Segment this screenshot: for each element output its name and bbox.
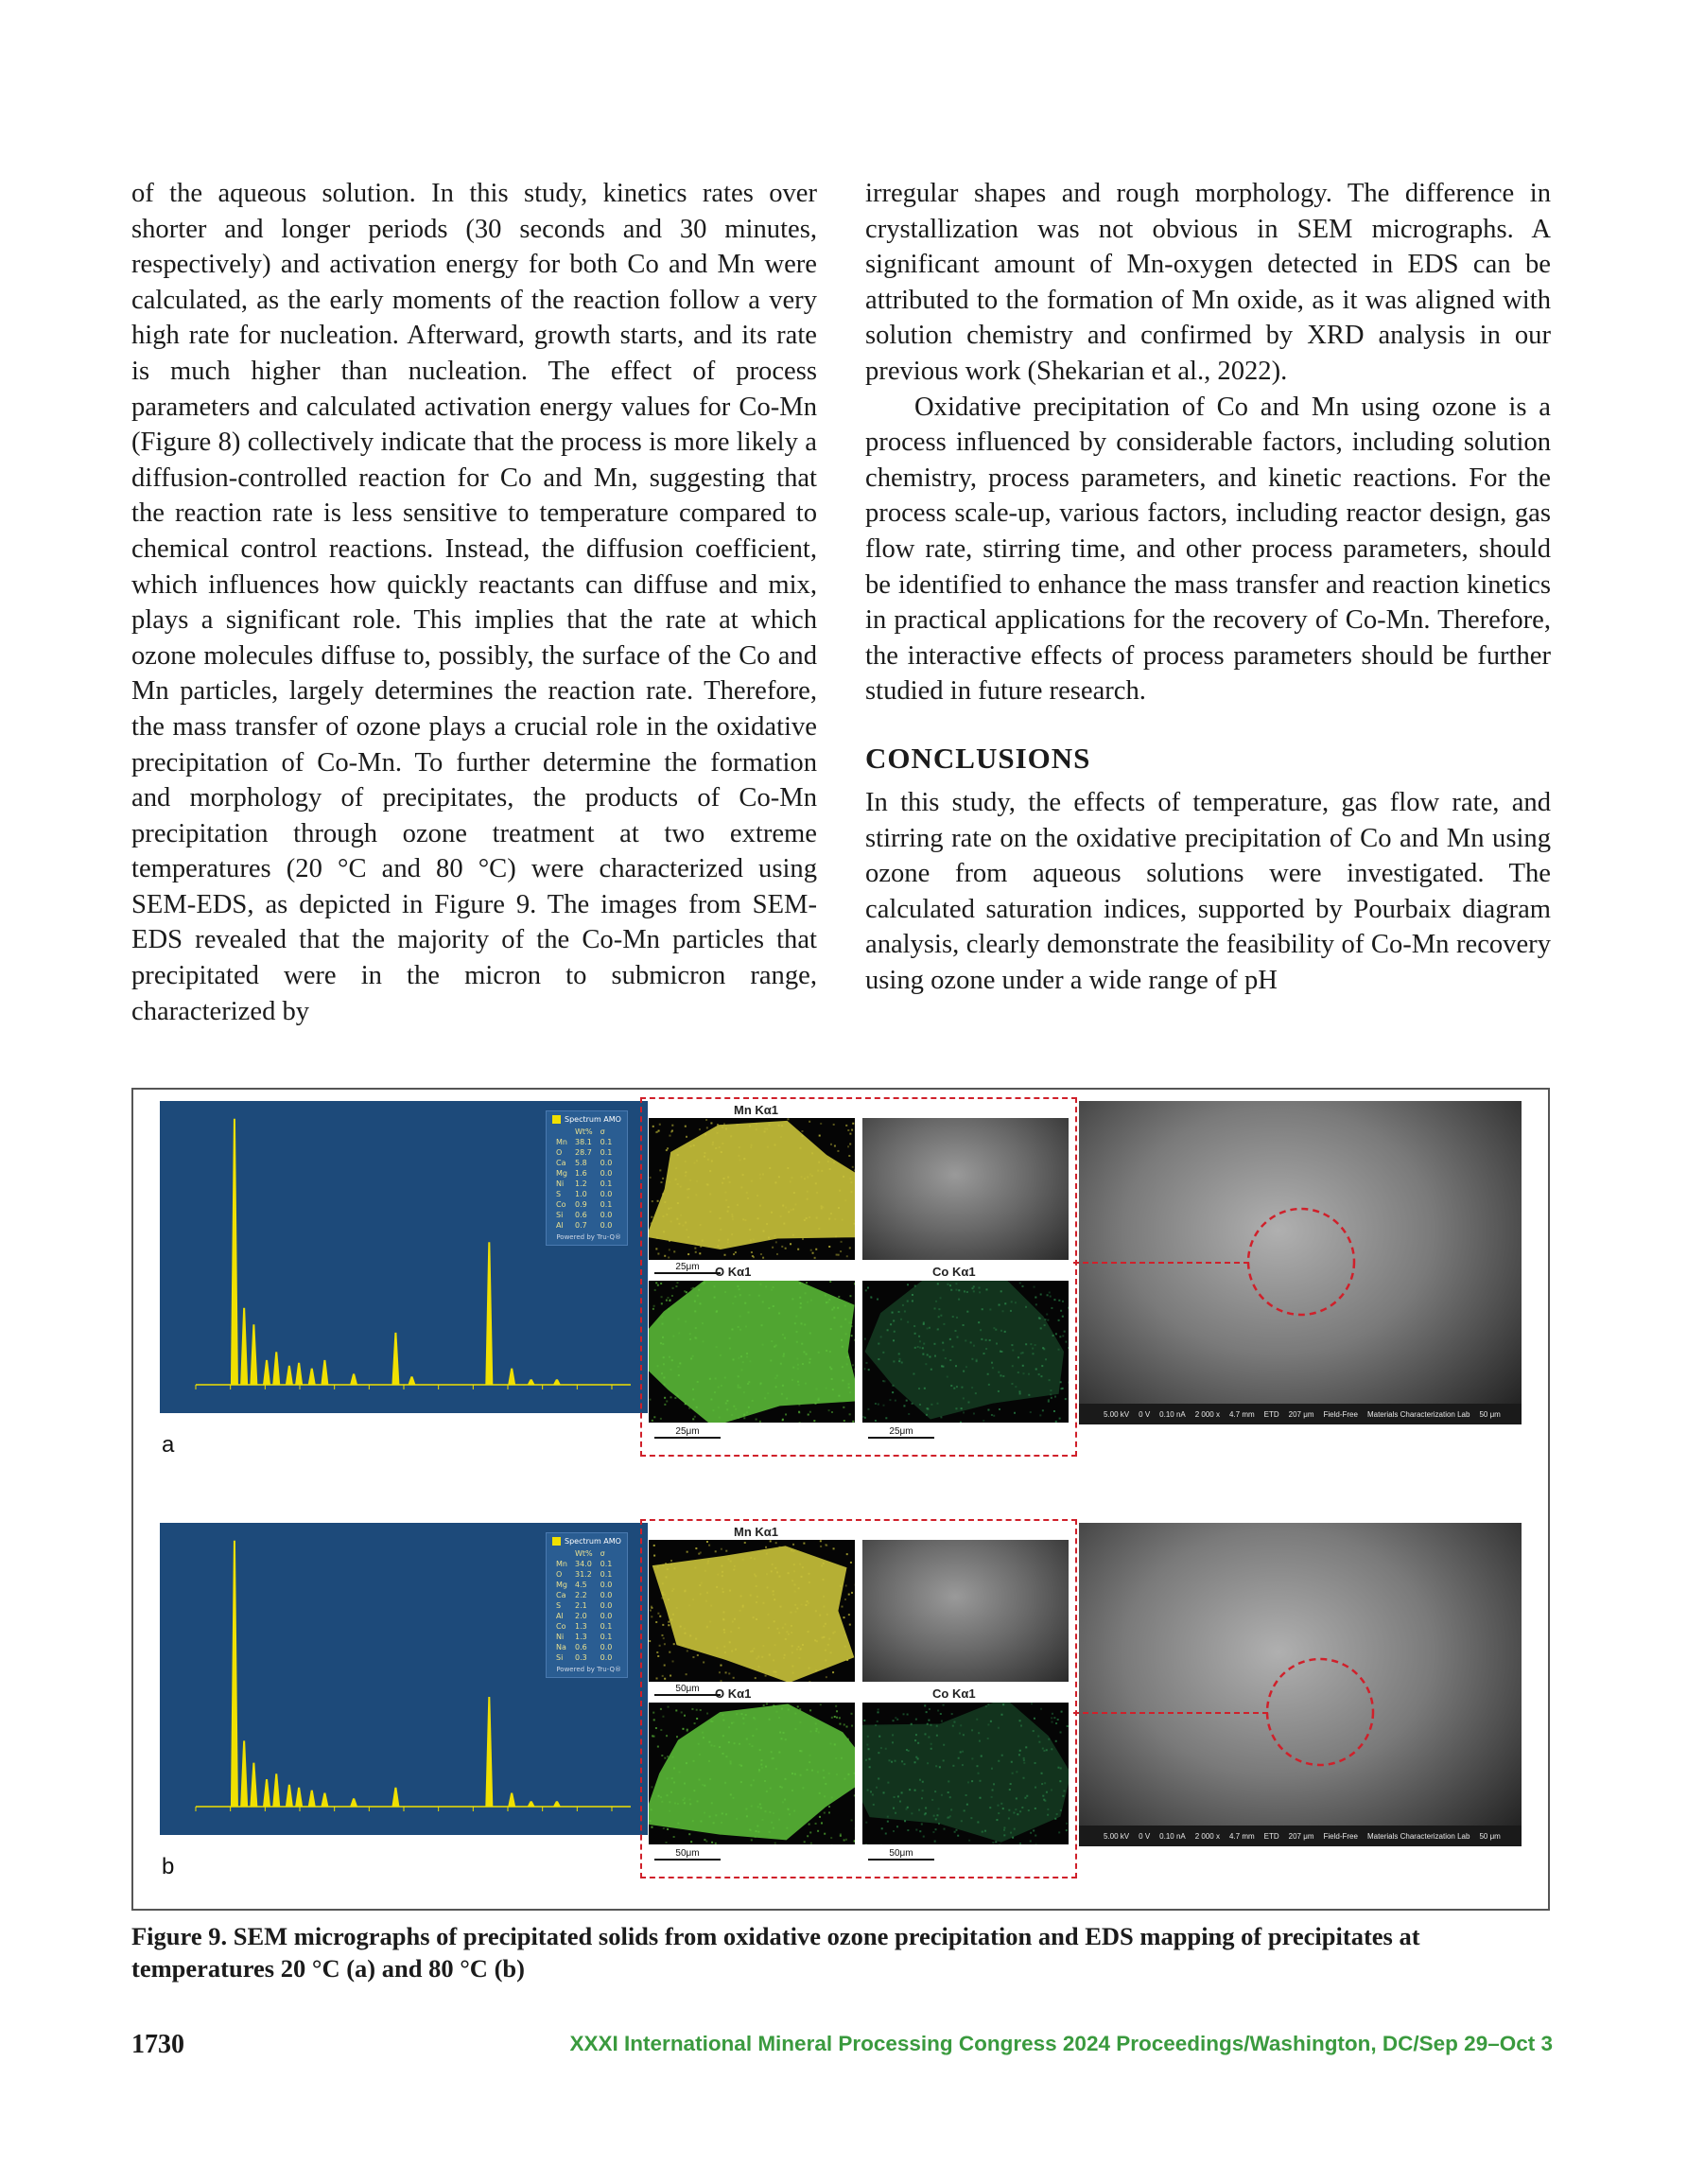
composition-cell: 0.0	[600, 1159, 613, 1167]
composition-cell: Mn	[556, 1560, 567, 1568]
composition-cell: Ni	[556, 1633, 565, 1641]
spectrum-peak	[528, 1801, 535, 1807]
co-map-tile	[862, 1703, 1069, 1844]
composition-table	[552, 1548, 616, 1663]
scale-bar: 50μm	[654, 1684, 721, 1696]
spectrum-peak	[308, 1369, 316, 1385]
composition-row	[552, 1632, 616, 1642]
composition-cell: Na	[556, 1643, 566, 1651]
composition-cell: 2.0	[574, 1612, 587, 1620]
composition-cell: 0.0	[600, 1643, 613, 1651]
spectrum-peak	[308, 1791, 316, 1807]
spectrum-peak	[250, 1324, 257, 1385]
composition-cell: 31.2	[574, 1570, 592, 1579]
sem-map-tile	[862, 1118, 1069, 1260]
composition-cell: 0.1	[600, 1138, 613, 1146]
composition-row	[552, 1189, 616, 1199]
spectrum-peak	[321, 1793, 328, 1808]
spectrum-peak	[391, 1333, 399, 1385]
spectrum-peak	[508, 1369, 515, 1385]
sem-info-value: 207 μm	[1288, 1409, 1314, 1419]
sem-info-value: ETD	[1263, 1831, 1279, 1841]
composition-row	[552, 1621, 616, 1632]
legend-title: Spectrum AMO	[565, 1537, 621, 1546]
composition-cell: 0.6	[574, 1643, 587, 1651]
spectrum-legend	[546, 1110, 628, 1246]
composition-row	[552, 1559, 616, 1569]
composition-cell: σ	[600, 1127, 605, 1136]
composition-cell: Ca	[556, 1591, 566, 1599]
mn-map-tile	[649, 1540, 855, 1682]
map-label: Co Kα1	[932, 1686, 976, 1701]
composition-row	[552, 1199, 616, 1210]
composition-cell: O	[556, 1148, 563, 1157]
connector-line	[1073, 1262, 1249, 1264]
composition-cell: Ca	[556, 1159, 566, 1167]
spectrum-legend	[546, 1532, 628, 1678]
sem-map-tile	[862, 1540, 1069, 1682]
spectrum-peak	[272, 1773, 280, 1807]
composition-cell: 1.3	[574, 1633, 587, 1641]
composition-cell: 0.0	[600, 1221, 613, 1230]
spectrum-peak	[263, 1779, 270, 1807]
composition-cell: 0.0	[600, 1581, 613, 1589]
composition-cell: Wt%	[574, 1549, 593, 1558]
composition-row	[552, 1580, 616, 1590]
panel-letter: a	[162, 1432, 175, 1458]
co-map-tile	[862, 1281, 1069, 1423]
spectrum-peak	[485, 1242, 493, 1385]
composition-row	[552, 1611, 616, 1621]
composition-cell: Si	[556, 1211, 564, 1219]
scale-bar: 25μm	[868, 1426, 934, 1439]
composition-cell: 2.1	[574, 1601, 587, 1610]
legend-swatch	[552, 1115, 561, 1124]
composition-cell: 0.0	[600, 1612, 613, 1620]
spectrum-peak	[272, 1352, 280, 1385]
composition-cell: S	[556, 1601, 562, 1610]
composition-cell: Co	[556, 1622, 566, 1631]
composition-cell: 0.1	[600, 1622, 613, 1631]
composition-cell: Mg	[556, 1581, 567, 1589]
composition-row	[552, 1127, 616, 1137]
composition-cell: Al	[556, 1221, 564, 1230]
composition-row	[552, 1137, 616, 1147]
composition-cell: 0.1	[600, 1633, 613, 1641]
body-paragraph: of the aqueous solution. In this study, kinetics rates over shorter and longer periods (30 seconds and 30 minutes, respectively) and activation energy for both Co and Mn were calculated, as the early moments of the reaction follow a very high rate for nucleation. Afterward, growth starts, and its rate is much higher than nucleation. The effect of process parameters and calculated activation energy values for Co-Mn (Figure 8) collectively indicate that the process is more likely a diffusion-controlled reaction for Co and Mn, suggesting that the reaction rate is less sensitive to temperature compared to chemical control reactions. Instead, the diffusion coefficient, which influences how quickly reactants can diffuse and mix, plays a significant role. This implies that the rate at which ozone molecules diffuse to, possibly, the surface of the Co and Mn particles, largely determines the reaction rate. Therefore, the mass transfer of ozone plays a crucial role in the oxidative precipitation of Co-Mn. To further determine the formation and morphology of precipitates, the products of Co-Mn precipitation through ozone treatment at two extreme temperatures (20 °C and 80 °C) were characterized using SEM-EDS, as depicted in Figure 9. The images from SEM-EDS revealed that the majority of the Co-Mn particles that precipitated were in the micron to submicron range, characterized by	[131, 179, 817, 1026]
composition-row	[552, 1569, 616, 1580]
composition-cell: S	[556, 1190, 562, 1198]
page-number: 1730	[131, 2030, 184, 2059]
composition-row	[552, 1168, 616, 1179]
composition-cell: 1.0	[574, 1190, 587, 1198]
sem-info-value: 50 μm	[1479, 1831, 1501, 1841]
composition-cell: Al	[556, 1612, 564, 1620]
sem-info-value: 0.10 nA	[1159, 1409, 1186, 1419]
spectrum-peak	[240, 1740, 248, 1807]
body-paragraph: irregular shapes and rough morphology. The difference in crystallization was not obvious in SEM micrographs. A significant amount of Mn-oxygen detected in EDS can be attributed to the formation of Mn oxide, as it was aligned with solution chemistry and confirmed by XRD analysis in our previous work (Shekarian et al., 2022).	[865, 179, 1551, 386]
sem-info-value: ETD	[1263, 1409, 1279, 1419]
composition-row	[552, 1652, 616, 1663]
composition-cell: 0.0	[600, 1591, 613, 1599]
composition-cell: 0.3	[574, 1653, 587, 1662]
eds-spectrum	[160, 1523, 648, 1835]
scale-bar: 25μm	[654, 1262, 721, 1274]
section-heading: CONCLUSIONS	[865, 741, 1091, 775]
mn-map-tile	[649, 1118, 855, 1260]
spectrum-peak	[250, 1763, 257, 1807]
composition-row	[552, 1600, 616, 1611]
composition-cell: 0.1	[600, 1570, 613, 1579]
sem-info-value: 0.10 nA	[1159, 1831, 1186, 1841]
composition-cell: σ	[600, 1549, 605, 1558]
legend-swatch	[552, 1537, 561, 1546]
spectrum-peak	[408, 1376, 415, 1385]
sem-info-value: 0 V	[1139, 1831, 1151, 1841]
sem-micrograph	[1079, 1523, 1522, 1846]
figure-9	[131, 1088, 1550, 1911]
composition-row	[552, 1147, 616, 1158]
composition-cell: 0.1	[600, 1179, 613, 1188]
composition-cell: 0.0	[600, 1601, 613, 1610]
scale-bar: 50μm	[868, 1848, 934, 1861]
o-map-tile	[649, 1703, 855, 1844]
composition-cell: 0.0	[600, 1169, 613, 1178]
sem-info-value: 4.7 mm	[1228, 1831, 1255, 1841]
spectrum-peak	[508, 1793, 515, 1808]
map-label: Co Kα1	[932, 1265, 976, 1279]
spectrum-peak	[231, 1119, 238, 1385]
region-circle	[1267, 1659, 1373, 1765]
legend-header	[552, 1537, 621, 1546]
spectrum-peak	[286, 1785, 293, 1807]
sem-info-value: 207 μm	[1288, 1831, 1314, 1841]
spectrum-peak	[553, 1801, 561, 1807]
composition-cell: 0.1	[600, 1200, 613, 1209]
panel-letter: b	[162, 1854, 175, 1879]
sem-info-value: Materials Characterization Lab	[1366, 1409, 1470, 1419]
legend-header	[552, 1115, 621, 1124]
right-column	[865, 176, 1551, 998]
legend-title: Spectrum AMO	[565, 1115, 621, 1124]
connector-line	[1073, 1712, 1268, 1714]
figure-caption: Figure 9. SEM micrographs of precipitated solids from oxidative ozone precipitation and EDS mapping of precipitates at temperatures 20 °C (a) and 80 °C (b)	[131, 1922, 1420, 1983]
composition-cell: Mn	[556, 1138, 567, 1146]
eds-spectrum	[160, 1101, 648, 1413]
composition-cell: 0.7	[574, 1221, 587, 1230]
composition-row	[552, 1642, 616, 1652]
map-label: Mn Kα1	[734, 1103, 778, 1117]
sem-info-value: Materials Characterization Lab	[1366, 1831, 1470, 1841]
composition-cell: 5.8	[574, 1159, 587, 1167]
sem-info-value: 5.00 kV	[1104, 1409, 1130, 1419]
spectrum-peak	[528, 1379, 535, 1385]
running-footer: XXXI International Mineral Processing Congress 2024 Proceedings/Washington, DC/Sep 29–Oct 3	[569, 2032, 1553, 2055]
spectrum-peak	[240, 1308, 248, 1385]
composition-row	[552, 1158, 616, 1168]
sem-info-value: 2 000 x	[1194, 1409, 1220, 1419]
sem-info-value: 2 000 x	[1194, 1831, 1220, 1841]
composition-cell: 34.0	[574, 1560, 592, 1568]
spectrum-peak	[350, 1373, 357, 1385]
composition-table	[552, 1127, 616, 1231]
composition-cell: 1.6	[574, 1169, 587, 1178]
composition-cell: 0.1	[600, 1560, 613, 1568]
composition-row	[552, 1179, 616, 1189]
composition-cell: Mg	[556, 1169, 567, 1178]
spectrum-peak	[286, 1366, 293, 1385]
sem-info-value: 0 V	[1139, 1409, 1151, 1419]
spectrum-peak	[321, 1360, 328, 1385]
composition-cell: 0.0	[600, 1653, 613, 1662]
composition-cell: 4.5	[574, 1581, 587, 1589]
composition-cell: Co	[556, 1200, 566, 1209]
map-label: Mn Kα1	[734, 1525, 778, 1539]
composition-cell: 2.2	[574, 1591, 587, 1599]
composition-row	[552, 1210, 616, 1220]
composition-cell: 0.0	[600, 1211, 613, 1219]
spectrum-peak	[231, 1541, 238, 1807]
composition-cell: Ni	[556, 1179, 565, 1188]
composition-cell: 28.7	[574, 1148, 592, 1157]
composition-cell: 0.0	[600, 1190, 613, 1198]
body-paragraph: Oxidative precipitation of Co and Mn using ozone is a process influenced by considerable factors, including solution chemistry, process parameters, and kinetic reactions. For the process scale-up, various factors, including reactor design, gas flow rate, stirring time, and other process parameters, should be identified to enhance the mass transfer and reaction kinetics in practical applications for the recovery of Co-Mn. Therefore, the interactive effects of process parameters should be further studied in future research.	[865, 392, 1551, 707]
spectrum-peak	[350, 1798, 357, 1807]
composition-row	[552, 1590, 616, 1600]
composition-cell: 38.1	[574, 1138, 592, 1146]
sem-info-bar	[1079, 1826, 1522, 1846]
spectrum-peak	[295, 1788, 303, 1807]
sem-info-value: Field-Free	[1323, 1831, 1358, 1841]
spectrum-peak	[263, 1360, 270, 1385]
left-column	[131, 176, 817, 1029]
composition-row	[552, 1220, 616, 1231]
powered-by: Powered by Tru-Q®	[556, 1666, 621, 1673]
composition-cell	[552, 1548, 571, 1559]
composition-cell: Si	[556, 1653, 564, 1662]
sem-info-value: 4.7 mm	[1228, 1409, 1255, 1419]
spectrum-peak	[553, 1379, 561, 1385]
composition-row	[552, 1548, 616, 1559]
composition-cell: 0.1	[600, 1148, 613, 1157]
composition-cell: 1.2	[574, 1179, 587, 1188]
sem-info-value: 50 μm	[1479, 1409, 1501, 1419]
body-paragraph: In this study, the effects of temperature, gas flow rate, and stirring rate on the oxidative precipitation of Co and Mn using ozone from aqueous solutions were investigated. The calculated saturation indices, supported by Pourbaix diagram analysis, clearly demonstrate the feasibility of Co-Mn recovery using ozone under a wide range of pH	[865, 787, 1551, 995]
sem-info-value: Field-Free	[1323, 1409, 1358, 1419]
scale-bar: 50μm	[654, 1848, 721, 1861]
spectrum-peak	[295, 1363, 303, 1385]
spectrum-peak	[391, 1788, 399, 1807]
composition-cell	[552, 1127, 571, 1137]
o-map-tile	[649, 1281, 855, 1423]
composition-cell: 0.9	[574, 1200, 587, 1209]
region-circle	[1248, 1209, 1354, 1315]
scale-bar: 25μm	[654, 1426, 721, 1439]
map-label: O Kα1	[715, 1265, 752, 1279]
powered-by: Powered by Tru-Q®	[556, 1233, 621, 1241]
composition-cell: 1.3	[574, 1622, 587, 1631]
sem-info-value: 5.00 kV	[1104, 1831, 1130, 1841]
spectrum-peak	[485, 1697, 493, 1807]
sem-info-bar	[1079, 1404, 1522, 1424]
map-label: O Kα1	[715, 1686, 752, 1701]
composition-cell: Wt%	[574, 1127, 593, 1136]
composition-cell: 0.6	[574, 1211, 587, 1219]
composition-cell: O	[556, 1570, 563, 1579]
